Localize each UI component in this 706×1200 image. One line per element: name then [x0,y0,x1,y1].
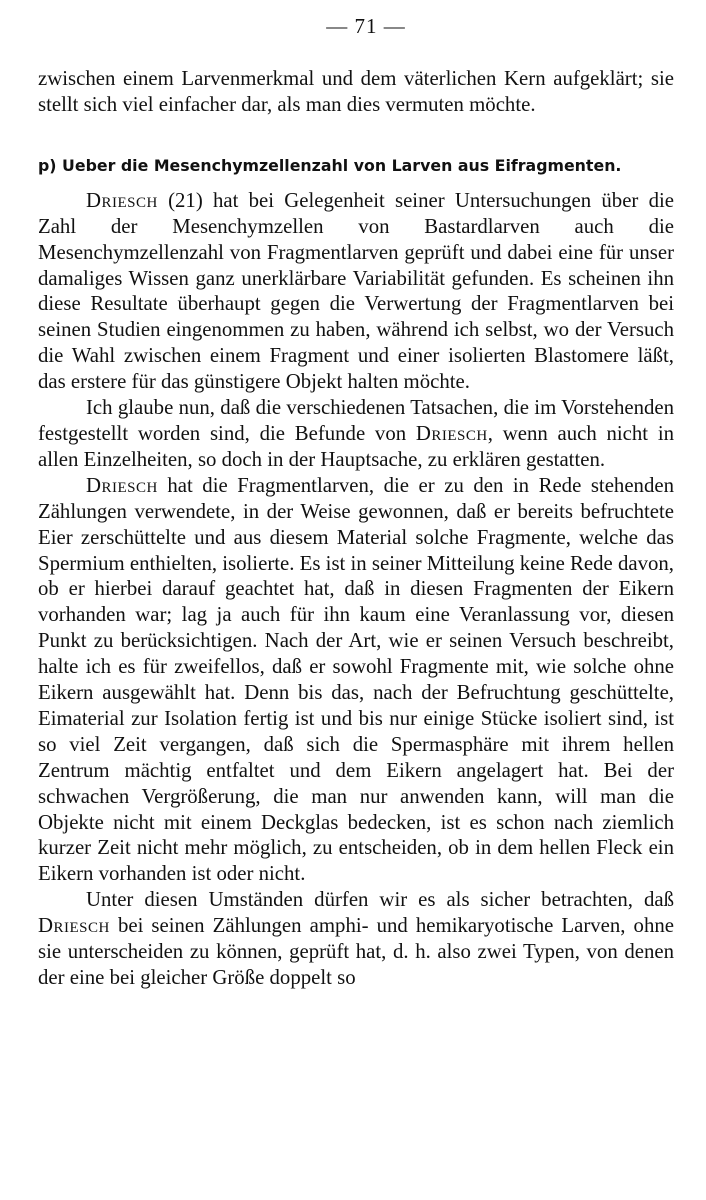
author-name: Driesch [86,188,158,212]
paragraph-text: , wenn auch nicht in allen Einzelheiten, so doch in der Hauptsache, zu erklären gestatten. [38,421,674,471]
paragraph-conclusion [38,887,674,991]
paragraph-explanation [38,395,674,473]
paragraph-text: bei seinen Zählungen amphi- und hemikaryotische Larven, ohne sie unterscheiden zu können, geprüft hat, d. h. also zwei Typen, von denen der eine bei gleicher Größe doppelt so [38,914,674,989]
paragraph-method [38,473,674,888]
author-name: Driesch [38,914,110,938]
author-name: Driesch [415,421,488,445]
page-number: — 71 — [326,14,406,38]
paragraph-text: Unter diesen Umständen dürfen wir es als sicher betrachten, daß [86,888,674,912]
paragraph-text: (21) hat bei Gelegenheit seiner Untersuchungen über die Zahl der Mesenchymzellen von Bastardlarven auch die Mesenchymzellenzahl von Fragmentlarven geprüft und dabei eine für unser damaliges Wissen ganz unerklärbare Variabilität gefunden. Es scheinen ihn diese Resultate überhaupt gegen die Verwertung der Fragmentlarven bei seinen Studien eingenommen zu haben, während ich selbst, wo der Versuch die Wahl zwischen einem Fragment und einer isolierten Blastomere läßt, das erstere für das günstigere Objekt halten möchte. [38,188,674,394]
paragraph-text: Ich glaube nun, daß die verschiedenen Tatsachen, die im Vorstehenden festgestellt worden sind, die Befunde von [38,396,674,445]
paragraph-driesch-intro [38,188,674,395]
document-page [38,14,674,1184]
section-heading: p) Ueber die Mesenchymzellenzahl von Larven aus Eifragmenten. [38,155,622,175]
author-name: Driesch [86,473,158,497]
paragraph-continuation: zwischen einem Larvenmerkmal und dem väterlichen Kern aufgeklärt; sie stellt sich viel einfacher dar, als man dies vermuten möchte. [38,67,674,116]
paragraph-text: hat die Fragmentlarven, die er zu den in Rede stehenden Zählungen verwendete, in der Weise gewonnen, daß er bereits befruchtete Eier zerschüttelte und aus diesem Material solche Fragmente, welche das Spermium enthielten, isolierte. Es ist in seiner Mitteilung keine Rede davon, ob er hierbei darauf geachtet hat, daß in diesen Fragmenten der Eikern vorhanden war; lag ja auch für ihn kaum eine Veranlassung vor, diesen Punkt zu berücksichtigen. Nach der Art, wie er seinen Versuch beschreibt, halte ich es für zweifellos, daß er sowohl Fragmente mit, wie solche ohne Eikern ausgewählt hat. Denn bis das, nach der Befruchtung geschüttelte, Eimaterial zur Isolation fertig ist und bis nur einige Stücke isoliert sind, ist so viel Zeit vergangen, daß sich die Spermasphäre mit ihrem hellen Zentrum mächtig entfaltet und dem Eikern angelagert hat. Bei der schwachen Vergrößerung, die man nur anwenden kann, will man die Objekte nicht mit einem Deckglas bedecken, ist es schon nach ziemlich kurzer Zeit nicht mehr möglich, zu entscheiden, ob in dem hellen Fleck ein Eikern vorhanden ist oder nicht. [38,473,674,886]
